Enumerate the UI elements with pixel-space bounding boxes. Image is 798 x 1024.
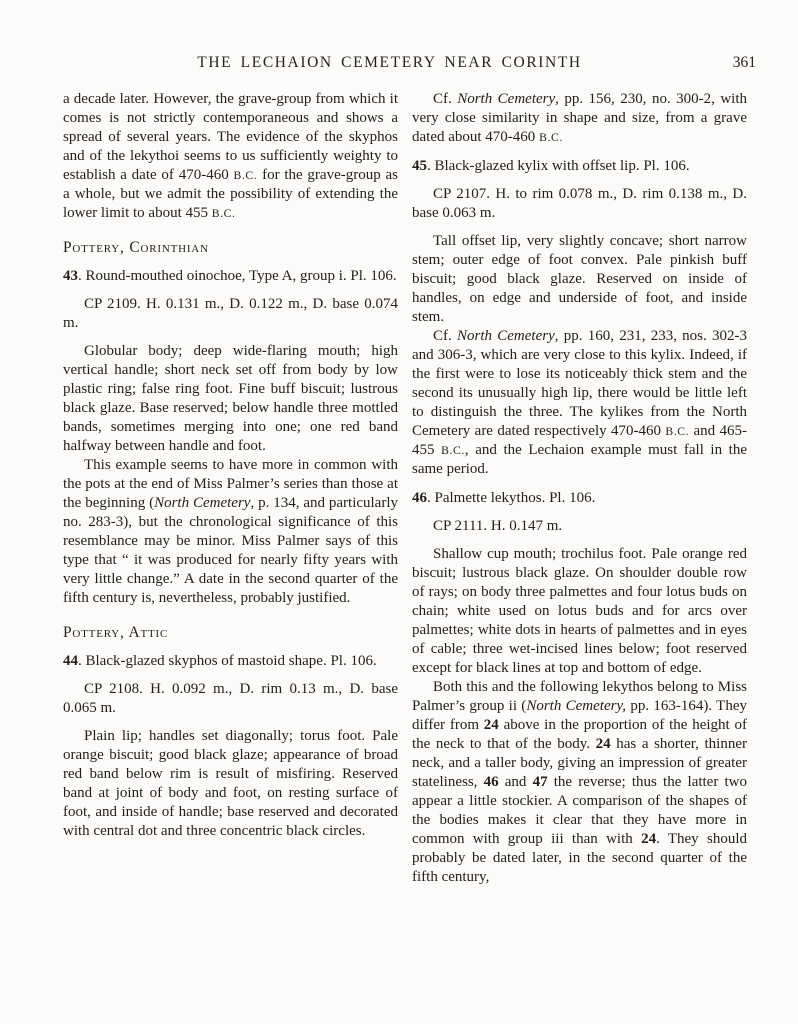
- text-run: . Black-glazed skyphos of mastoid shape. Pl. 106.: [78, 653, 377, 669]
- text-run: Cf.: [433, 91, 458, 107]
- italic-reference: North Cemetery: [457, 91, 556, 107]
- text-run: CP 2109. H. 0.131 m., D. 0.122 m., D. base 0.074 m.: [63, 296, 398, 331]
- text-run: Plain lip; handles set diagonally; torus foot. Pale orange biscuit; good black glaze; appearance of broad red band below rim is result of misfiring. Reserved band at joint of body and foot, on resting surface of foot, and inside of handle; base reserved and decorated with central dot and three concentric black circles.: [63, 728, 398, 839]
- catalog-entry: [63, 267, 398, 286]
- bold-catalog-number: 46: [483, 774, 499, 790]
- bold-catalog-number: 24: [641, 831, 657, 847]
- left-column: [63, 90, 398, 887]
- paragraph: [63, 727, 398, 841]
- text-run: . Palmette lekythos. Pl. 106.: [427, 490, 596, 506]
- text-run: , pp. 160, 231, 233, nos. 302-3 and 306-3, which are very close to this kylix. Indeed, if the first were to lose its noticeably thick stem and the second its unusually high lip, there would be little left to distinguish the three. The kylikes from the North Cemetery are dated respectively 470-460: [412, 328, 748, 439]
- smallcaps-date: B.C.: [441, 444, 465, 457]
- text-run: CP 2107. H. to rim 0.078 m., D. rim 0.138 m., D. base 0.063 m.: [412, 186, 747, 221]
- text-run: for the grave-group as a whole, but we admit the possibility of extending the lower limit to about 455: [63, 167, 398, 221]
- text-run: Tall offset lip, very slightly concave; short narrow stem; outer edge of foot convex. Pale pinkish buff biscuit; good black glaze. Reserved on inside of handles, on edge and underside of foot, and inside stem.: [412, 233, 747, 325]
- dimensions-line: [63, 295, 398, 333]
- bold-catalog-number: 24: [483, 717, 499, 733]
- dimensions-line: [412, 517, 747, 536]
- right-column: [412, 90, 747, 887]
- text-run: , and the Lechaion example must fall in the same period.: [412, 442, 748, 477]
- bold-catalog-number: 44: [63, 653, 78, 669]
- catalog-entry: [412, 157, 747, 176]
- paragraph: [63, 456, 398, 608]
- italic-reference: North Cemetery: [154, 495, 251, 511]
- text-run: . Black-glazed kylix with offset lip. Pl. 106.: [427, 158, 690, 174]
- bold-catalog-number: 47: [532, 774, 548, 790]
- catalog-entry: [412, 489, 747, 508]
- page-header: [63, 54, 756, 74]
- text-run: a decade later. However, the grave-group from which it comes is not strictly contemporaneous and shows a spread of several years. The evidence of the skyphos and of the lekythoi seems to us sufficiently weighty to establish a date of 470-460: [63, 91, 398, 183]
- text-run: This example seems to have more in common with the pots at the end of Miss Palmer’s series than those at the beginning (: [63, 457, 398, 511]
- running-title: THE LECHAION CEMETERY NEAR CORINTH: [197, 54, 582, 71]
- text-run: , pp. 156, 230, no. 300-2, with very close similarity in shape and size, from a grave dated about 470-460: [412, 91, 747, 145]
- text-run: pp. 163-164). They differ from: [412, 698, 748, 733]
- bold-catalog-number: 43: [63, 268, 78, 284]
- text-run: the reverse; thus the latter two appear a little stockier. A comparison of the shapes of the bodies makes it clear that they have more in common with group iii than with: [412, 774, 748, 847]
- text-run: Cf.: [433, 328, 457, 344]
- dimensions-line: [63, 680, 398, 718]
- italic-reference: North Cemetery: [457, 328, 555, 344]
- text-run: and 465-455: [412, 423, 748, 458]
- italic-reference: North Cemetery,: [526, 698, 627, 714]
- text-run: has a shorter, thinner neck, and a taller body, giving an impression of greater stateliness,: [412, 736, 747, 790]
- paragraph: [412, 545, 747, 678]
- text-run: . Round-mouthed oinochoe, Type A, group i. Pl. 106.: [78, 268, 397, 284]
- smallcaps-date: B.C.: [233, 169, 258, 182]
- section-heading: [63, 238, 398, 257]
- text-run: Pottery, Corinthian: [63, 239, 209, 256]
- paragraph: [412, 90, 747, 147]
- bold-catalog-number: 24: [595, 736, 611, 752]
- text-run: . They should probably be dated later, in the second quarter of the fifth century,: [412, 831, 747, 885]
- text-run: , p. 134, and particularly no. 283-3), but the chronological significance of this resemblance may be minor. Miss Palmer says of this type that “ it was produced for nearly fifty years with very little change.” A date in the second quarter of the fifth century is, nevertheless, probably justified.: [63, 495, 399, 606]
- paragraph: [63, 90, 398, 223]
- text-run: Globular body; deep wide-flaring mouth; high vertical handle; short neck set off from body by low plastic ring; false ring foot. Fine buff biscuit; lustrous black glaze. Base reserved; below handle three mottled bands, sometimes merging into one; one red band halfway between handle and foot.: [63, 343, 398, 454]
- text-run: above in the proportion of the height of the neck to that of the body.: [412, 717, 747, 752]
- paragraph: [412, 232, 747, 327]
- text-run: and: [498, 774, 533, 790]
- bold-catalog-number: 45: [412, 158, 427, 174]
- text-run: Both this and the following lekythos belong to Miss Palmer’s group ii (: [412, 679, 747, 714]
- text-run: CP 2108. H. 0.092 m., D. rim 0.13 m., D. base 0.065 m.: [63, 681, 398, 716]
- dimensions-line: [412, 185, 747, 223]
- text-run: Shallow cup mouth; trochilus foot. Pale orange red biscuit; lustrous black glaze. On shoulder double row of rays; on body three palmettes and four lotus buds on chain; white used on lotus buds and for arcs over palmettes; white dots in hearts of palmettes and in eyes of cable; three wet-incised lines below; foot reserved except for black lines at top and bottom of edge.: [412, 546, 747, 676]
- catalog-entry: [63, 652, 398, 671]
- text-run: CP 2111. H. 0.147 m.: [433, 518, 563, 534]
- section-heading: [63, 623, 398, 642]
- smallcaps-date: B.C.: [211, 207, 236, 220]
- smallcaps-date: B.C.: [539, 131, 563, 144]
- paragraph: [63, 342, 398, 456]
- paragraph: [412, 327, 747, 479]
- page-number: 361: [732, 54, 756, 71]
- text-columns: [63, 90, 747, 887]
- smallcaps-date: B.C.: [665, 425, 690, 438]
- bold-catalog-number: 46: [412, 490, 427, 506]
- paragraph: [412, 678, 747, 887]
- text-run: Pottery, Attic: [63, 624, 169, 641]
